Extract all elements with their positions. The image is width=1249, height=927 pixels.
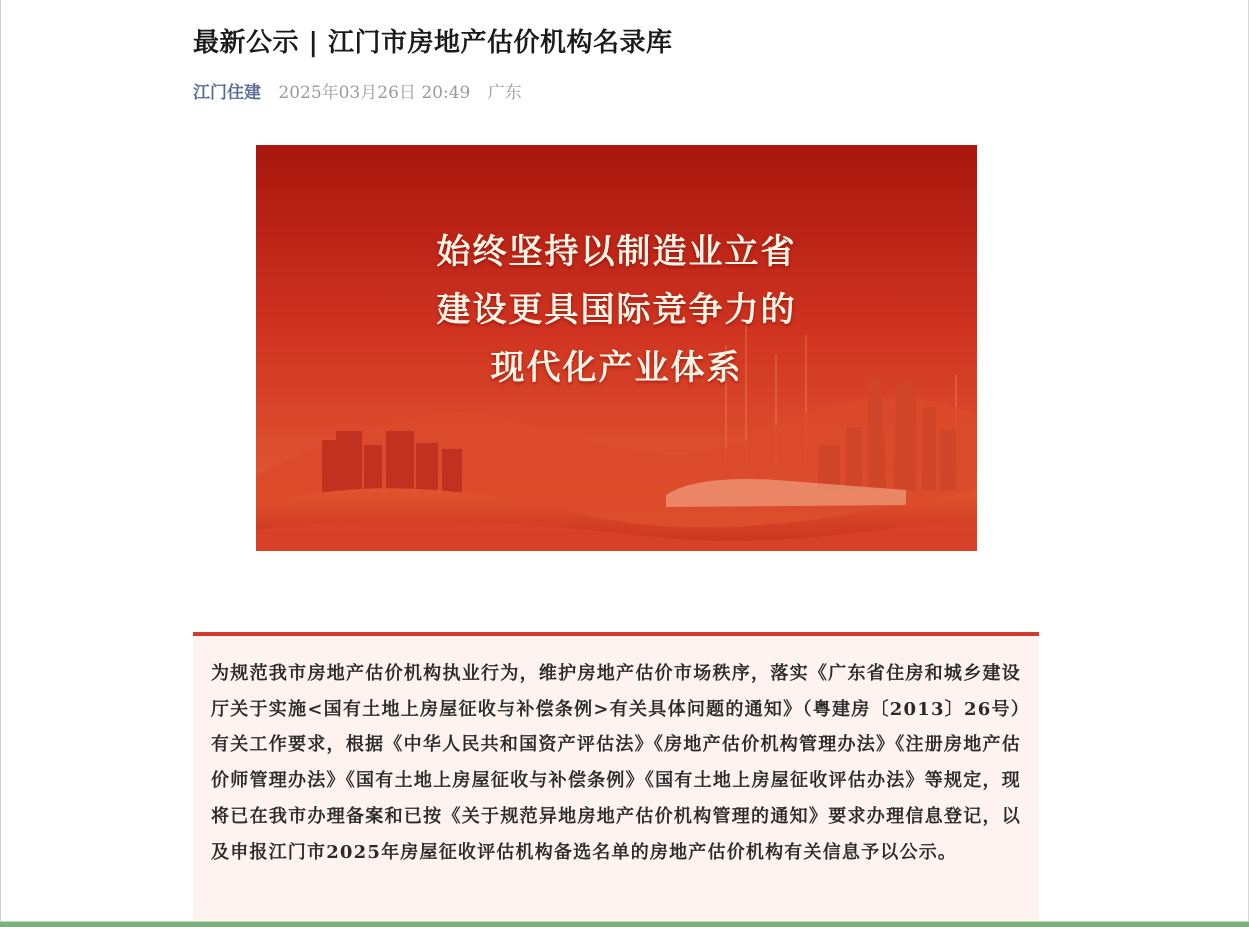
article-meta: [193, 78, 534, 103]
publish-location: 广东: [487, 83, 522, 103]
banner-image: [256, 145, 977, 551]
article-title: 最新公示 | 江门市房地产估价机构名录库: [193, 28, 673, 58]
author-link[interactable]: 江门住建: [193, 83, 261, 103]
banner-slogan: [256, 223, 977, 397]
banner-line: 建设更具国际竞争力的: [436, 290, 797, 330]
bottom-accent-bar: [0, 922, 1249, 927]
banner-line: 始终坚持以制造业立省: [436, 232, 797, 272]
publish-date: 2025年03月26日 20:49: [278, 83, 471, 103]
left-border: [0, 0, 1, 927]
notice-box: [193, 632, 1039, 927]
notice-body: 为规范我市房地产估价机构执业行为，维护房地产估价市场秩序，落实《广东省住房和城乡建设厅关于实施<国有土地上房屋征收与补偿条例>有关具体问题的通知》（粤建房〔2013〕26号）有关工作要求，根据《中华人民共和国资产评估法》《房地产估价机构管理办法》《注册房地产估价师管理办法》《国有土地上房屋征收与补偿条例》《国有土地上房屋征收评估办法》等规定，现将已在我市办理备案和已按《关于规范异地房地产估价机构管理的通知》要求办理信息登记，以及申报江门市2025年房屋征收评估机构备选名单的房地产估价机构有关信息予以公示。: [211, 663, 1021, 863]
banner-line: 现代化产业体系: [490, 348, 743, 388]
